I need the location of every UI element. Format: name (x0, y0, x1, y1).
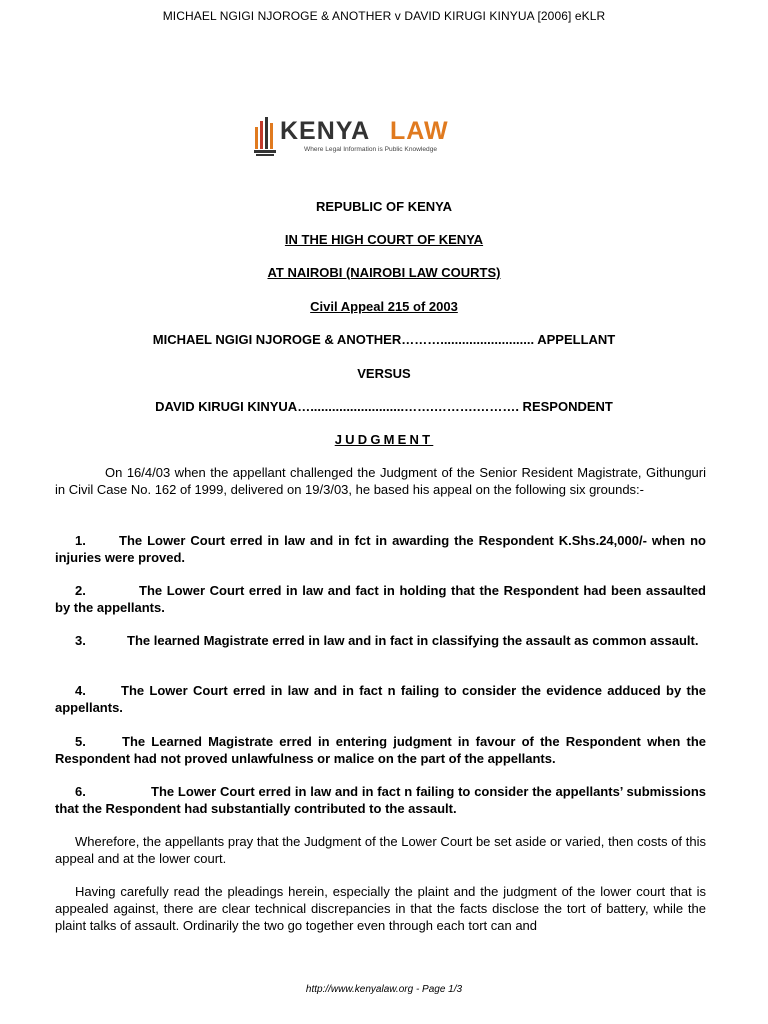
caption-case-number (0, 299, 768, 314)
intro-paragraph: On 16/4/03 when the appellant challenged the Judgment of the Senior Resident Magistrate, Githunguri in Civil Case No. 162 of 1999, delivered on 19/3/03, he based his appeal on the following six grounds:- (55, 465, 706, 497)
ground-item (55, 532, 706, 566)
ground-text: The Learned Magistrate erred in entering judgment in favour of the Respondent when the Respondent had not proved unlawfulness or malice on the part of the appellants. (55, 734, 706, 766)
ground-item (55, 582, 706, 616)
ground-number: 2. (75, 583, 86, 598)
judgment-heading (0, 432, 768, 447)
ground-item (55, 632, 706, 649)
ground-number: 3. (75, 633, 86, 648)
ground-number: 6. (75, 784, 86, 799)
ground-text: The Lower Court erred in law and in fct in awarding the Respondent K.Shs.24,000/- when no injuries were proved. (55, 533, 706, 565)
ground-item (55, 733, 706, 767)
logo-tagline: Where Legal Information is Public Knowledge (304, 146, 438, 153)
ground-text: The Lower Court erred in law and fact in holding that the Respondent had been assaulted by the appellants. (55, 583, 706, 615)
caption-location (0, 265, 768, 280)
having-paragraph: Having carefully read the pleadings herein, especially the plaint and the judgment of the lower court that is appealed against, there are clear technical discrepancies in that the facts disclose the tort of battery, while the plaint talks of assault. Ordinarily the two go together even through each tort can and (55, 884, 706, 933)
ground-number: 4. (75, 683, 86, 698)
judgment-heading-text: JUDGMENT (334, 432, 434, 447)
caption-location-text: AT NAIROBI (NAIROBI LAW COURTS) (267, 265, 501, 280)
logo-word-law: LAW (390, 117, 449, 145)
caption-republic: REPUBLIC OF KENYA (315, 199, 453, 214)
caption-respondent: DAVID KIRUGI KINYUA…..........................…….……….………. RESPONDENT (155, 399, 613, 414)
ground-text: The learned Magistrate erred in law and in fact in classifying the assault as common assault. (127, 633, 699, 648)
caption-court-text: IN THE HIGH COURT OF KENYA (284, 232, 484, 247)
caption-appellant: MICHAEL NGIGI NJOROGE & ANOTHER……….......................... APPELLANT (152, 332, 616, 347)
kenya-law-logo (254, 113, 474, 159)
courthouse-columns-icon (254, 117, 278, 157)
caption-case-number-text: Civil Appeal 215 of 2003 (310, 299, 458, 314)
ground-number: 5. (75, 734, 86, 749)
wherefore-paragraph: Wherefore, the appellants pray that the Judgment of the Lower Court be set aside or varied, then costs of this appeal and at the lower court. (55, 834, 706, 866)
caption-court (0, 232, 768, 247)
page-footer: http://www.kenyalaw.org - Page 1/3 (305, 984, 463, 995)
ground-number: 1. (75, 533, 86, 548)
ground-item (55, 783, 706, 817)
logo-word-kenya: KENYA (280, 117, 371, 145)
ground-text: The Lower Court erred in law and in fact n failing to consider the appellants’ submissions that the Respondent had substantially contributed to the assault. (55, 784, 706, 816)
ground-text: The Lower Court erred in law and in fact n failing to consider the evidence adduced by the appellants. (55, 683, 706, 715)
running-header: MICHAEL NGIGI NJOROGE & ANOTHER v DAVID KIRUGI KINYUA [2006] eKLR (162, 9, 606, 23)
ground-item (55, 682, 706, 716)
caption-versus: VERSUS (357, 366, 411, 381)
